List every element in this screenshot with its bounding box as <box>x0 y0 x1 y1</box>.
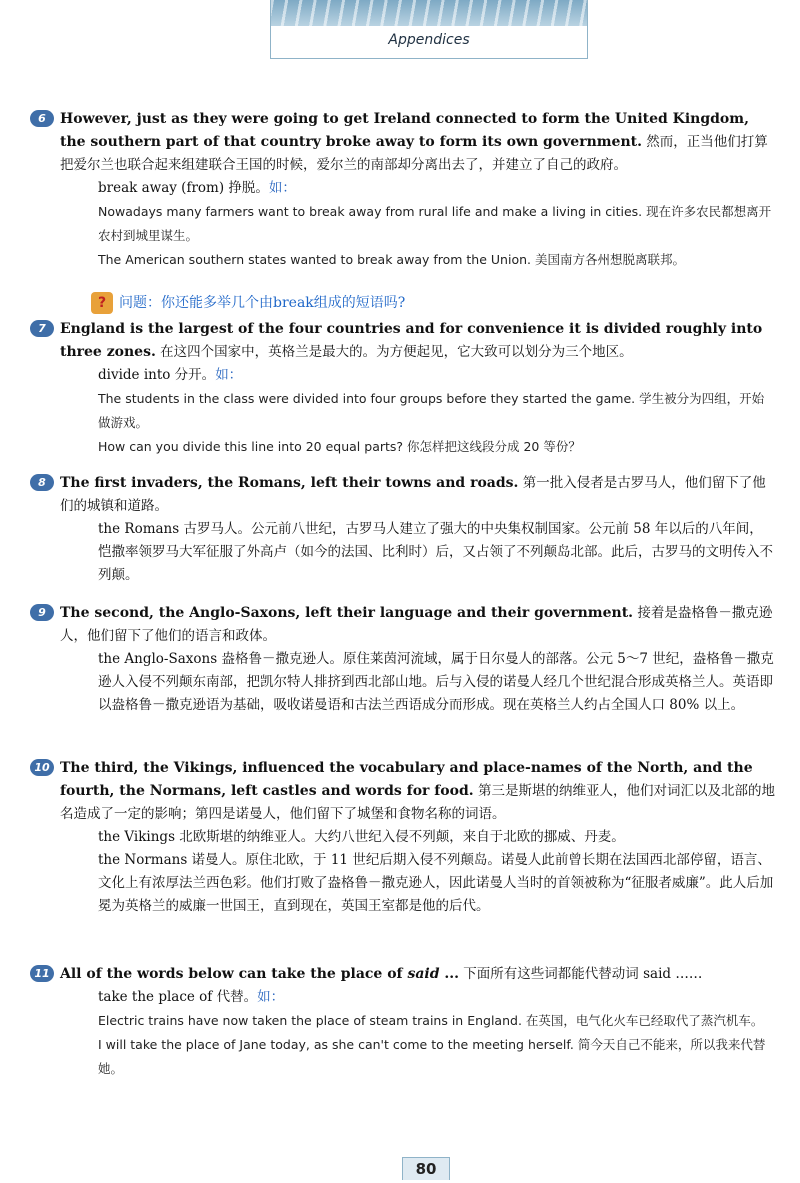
phrase-text: break away (from) 挣脱。 <box>98 180 269 196</box>
example-1: Nowadays many farmers want to break away from rural life and make a living in cities. 现在许多农民都想离开农村到城里谋生。 <box>98 204 772 243</box>
question-line <box>91 292 405 314</box>
entry-number-badge: 9 <box>30 604 54 621</box>
chinese-translation: 接着是盎格鲁－撒克逊人，他们留下了他们的语言和政体。 <box>60 605 773 644</box>
phrase-line <box>60 986 776 1009</box>
entry-sentence <box>60 472 776 518</box>
english-sentence: The third, the Vikings, influenced the vocabulary and place-names of the North, and the fourth, the Normans, left castles and words for food. <box>60 760 753 799</box>
page-header <box>270 0 588 59</box>
entry-sentence <box>60 602 776 648</box>
note-text-2: the Normans 诺曼人。原住北欧，于 11 世纪后期入侵不列颠岛。诺曼人此前曾长期在法国西北部停留，语言、文化上有浓厚法兰西色彩。他们打败了盎格鲁－撒克逊人，因此诺曼人当时的首领被称为“征服者威廉”。此人后加冕为英格兰的威廉一世国王，直到现在，英国王室都是他的后代。 <box>98 852 774 914</box>
entry-number-badge: 11 <box>30 965 54 982</box>
phrase-line <box>60 177 776 200</box>
english-sentence: However, just as they were going to get Ireland connected to form the United Kingdom, the southern part of that country broke away to form its own government. <box>60 111 749 150</box>
phrase-tail: 如： <box>215 367 243 383</box>
chinese-translation: 第一批入侵者是古罗马人，他们留下了他们的城镇和道路。 <box>60 475 766 514</box>
entry-number-badge: 7 <box>30 320 54 337</box>
english-sentence-pre: All of the words below can take the place of <box>60 966 408 982</box>
entry-sentence <box>60 318 776 364</box>
english-sentence: The second, the Anglo-Saxons, left their language and their government. <box>60 605 634 621</box>
english-sentence-post: ... <box>439 966 459 982</box>
header-title: Appendices <box>388 32 470 48</box>
english-sentence: England is the largest of the four countries and for convenience it is divided roughly into three zones. <box>60 321 763 360</box>
entry-sentence <box>60 963 776 986</box>
phrase-text: divide into 分开。 <box>98 367 216 383</box>
example-1: The students in the class were divided into four groups before they started the game. 学生被分为四组，开始做游戏。 <box>98 391 765 430</box>
example-2: How can you divide this line into 20 equal parts? 你怎样把这线段分成 20 等份？ <box>98 439 581 454</box>
phrase-line <box>60 364 776 387</box>
entry-6 <box>38 108 776 272</box>
phrase-tail: 如： <box>268 180 296 196</box>
phrase-tail: 如： <box>257 989 285 1005</box>
english-sentence: The first invaders, the Romans, left their towns and roads. <box>60 475 519 491</box>
entry-11 <box>34 963 776 1081</box>
entry-7 <box>38 318 776 459</box>
entry-8 <box>38 472 776 587</box>
chinese-translation: 然而，正当他们打算把爱尔兰也联合起来组建联合王国的时候，爱尔兰的南部却分离出去了，并建立了自己的政府。 <box>60 134 768 173</box>
example-2: I will take the place of Jane today, as she can't come to the meeting herself. 简今天自己不能来，所以我来代替她。 <box>98 1037 766 1076</box>
example-1: Electric trains have now taken the place of steam trains in England. 在英国，电气化火车已经取代了蒸汽机车。 <box>98 1013 764 1028</box>
note-text: the Vikings 北欧斯堪的纳维亚人。大约八世纪入侵不列颠，来自于北欧的挪威、丹麦。 <box>98 829 625 845</box>
note-text: the Anglo-Saxons 盎格鲁－撒克逊人。原住莱茵河流域，属于日尔曼人的部落。公元 5～7 世纪，盎格鲁－撒克逊人入侵不列颠东南部，把凯尔特人排挤到西北部山地。后与入侵的诺曼人经几个世纪混合形成英格兰人。英语即以盎格鲁－撒克逊语为基础，吸收诺曼语和古法兰西语成分而形成。现在英格兰人约占全国人口 80% 以上。 <box>98 651 774 713</box>
chinese-translation: 第三是斯堪的纳维亚人，他们对词汇以及北部的地名造成了一定的影响；第四是诺曼人，他们留下了城堡和食物名称的词语。 <box>60 783 775 822</box>
page-number: 80 <box>402 1157 450 1180</box>
entry-9 <box>38 602 776 717</box>
english-sentence-italic: said <box>407 966 440 982</box>
question-text: 问题：你还能多举几个由break组成的短语吗? <box>119 295 406 311</box>
example-2: The American southern states wanted to break away from the Union. 美国南方各州想脱离联邦。 <box>98 252 685 267</box>
entry-10 <box>34 757 776 918</box>
chinese-translation: 下面所有这些词都能代替动词 said …… <box>463 966 703 982</box>
phrase-text: take the place of 代替。 <box>98 989 258 1005</box>
chinese-translation: 在这四个国家中，英格兰是最大的。为方便起见，它大致可以划分为三个地区。 <box>160 344 633 360</box>
entry-number-badge: 6 <box>30 110 54 127</box>
entry-sentence <box>60 108 776 177</box>
note-text: the Romans 古罗马人。公元前八世纪，古罗马人建立了强大的中央集权制国家。公元前 58 年以后的八年间，恺撒率领罗马大军征服了外高卢（如今的法国、比利时）后，又占领了不列颠岛北部。此后，古罗马的文明传入不列颠。 <box>98 521 773 583</box>
question-mark-icon: ? <box>91 292 113 314</box>
entry-sentence <box>60 757 776 826</box>
header-wave-band <box>271 0 587 26</box>
entry-number-badge: 10 <box>30 759 54 776</box>
entry-number-badge: 8 <box>30 474 54 491</box>
